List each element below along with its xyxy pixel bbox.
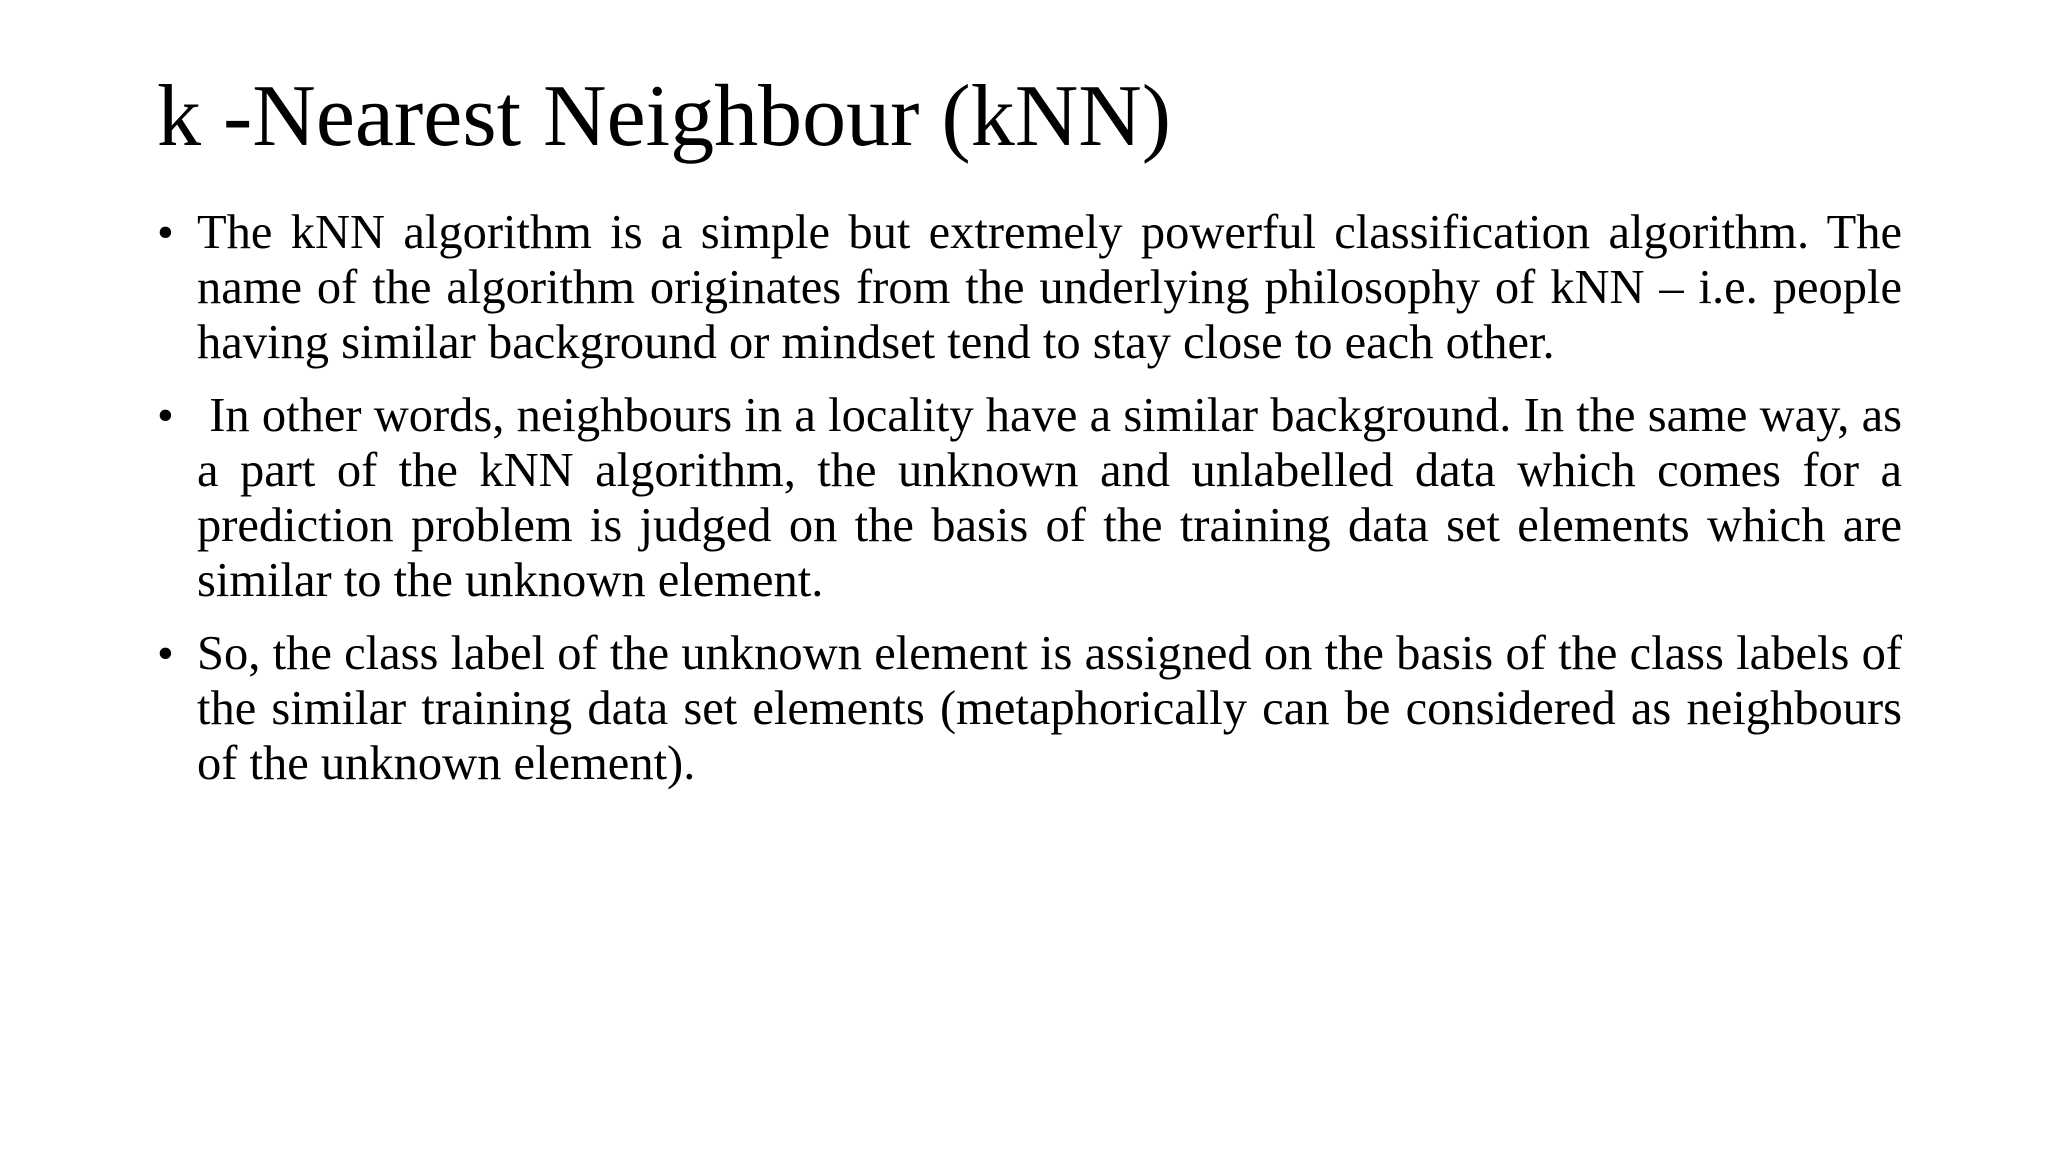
- bullet-text-1: The kNN algorithm is a simple but extremely powerful classification algorithm. The name of the algorithm originates from the underlying philosophy of kNN – i.e. people having similar background or mindset tend to stay close to each other.: [197, 206, 1902, 369]
- bullet-icon: •: [157, 389, 174, 442]
- bullet-item-3: [157, 626, 1902, 791]
- bullet-list: [157, 205, 1915, 809]
- bullet-item-2: [157, 388, 1915, 608]
- slide-title: k -Nearest Neighbour (kNN): [157, 68, 1172, 165]
- bullet-icon: •: [157, 627, 174, 680]
- bullet-item-1: [157, 205, 1902, 370]
- bullet-text-2: In other words, neighbours in a locality have a similar background. In the same way, as a part of the kNN algorithm, the unknown and unlabelled data which comes for a prediction problem is judged on the basis of the training data set elements which are similar to the unknown element.: [197, 389, 1915, 607]
- bullet-icon: •: [157, 206, 174, 259]
- bullet-text-3: So, the class label of the unknown element is assigned on the basis of the class labels of the similar training data set elements (metaphorically can be considered as neighbours of the unknown element).: [197, 627, 1902, 790]
